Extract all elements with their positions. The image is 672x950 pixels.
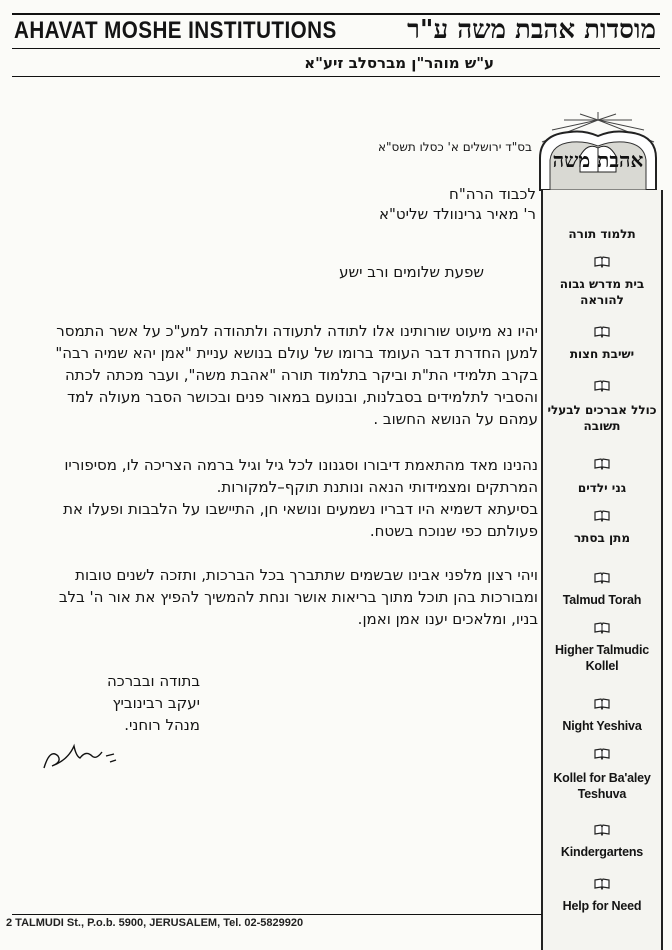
paragraph-line: למען החדרת דבר העומד ברומו של עולם בנושא עניית "אמן יהא שמיה רבה" [55, 344, 538, 362]
open-book-icon [594, 824, 610, 836]
paragraph-3 [59, 564, 538, 630]
open-book-icon [594, 622, 610, 634]
sidebar-program-item [543, 480, 661, 496]
paragraph-line: ויהי רצון מלפני אבינו שבשמים שתתברך בכל הברכות, ותזכה לשנים טובות [75, 566, 538, 584]
institution-subtitle: ע"ש מוהר"ן מברסלב זיע"א [304, 54, 494, 72]
open-book-icon [594, 256, 610, 268]
footer-address: 2 TALMUDI St., P.o.b. 5900, JERUSALEM, Tel. 02-5829920 [6, 917, 304, 929]
sidebar-program-item [543, 718, 661, 734]
closing-line: בתודה ובברכה [106, 672, 200, 690]
sidebar-program-item [543, 844, 661, 860]
logo-text: אהבת משה [552, 148, 644, 172]
paragraph-line: והסביר לתלמידים בסבלנות, ובנועם במאור פנים ובכושר הסבר מעולה למד [66, 388, 538, 406]
sidebar-program-label: ישיבת חצות [569, 347, 635, 361]
sidebar-program-item [543, 402, 661, 434]
sidebar-program-item [543, 346, 661, 362]
sidebar-program-label: גני ילדים [577, 481, 627, 495]
greeting: שפעת שלומים ורב ישע [339, 263, 484, 281]
sidebar-program-item [543, 226, 661, 242]
sidebar-program-item [543, 592, 661, 608]
open-book-icon [594, 698, 610, 710]
letter-dateline: בס"ד ירושלים א' כסלו תשס"א [377, 140, 532, 154]
paragraph-line: ומבורכות בהן תוכל מתוך בריאות אושר ונחת להמשיך להפיץ את אור ה' בלב [58, 588, 538, 606]
sidebar-program-label: Kindergartens [560, 845, 644, 859]
header-rule-bottom [12, 76, 660, 77]
sidebar-program-item [543, 898, 661, 914]
sidebar-program-item [543, 770, 661, 802]
signer-title: מנהל רוחני. [124, 716, 200, 734]
paragraph-line: עמהם על הנושא החשוב . [373, 410, 538, 428]
paragraph-line: המרתקים ומצמידותי הנאה ונותנת תוקף–למקורות. [216, 478, 538, 496]
sidebar-program-label: Help for Need [562, 899, 642, 913]
sidebar-program-label: Night Yeshiva [562, 719, 642, 733]
open-book-icon [594, 748, 610, 760]
paragraph-line: פעולתם כפי שנוכח בשטח. [369, 522, 538, 540]
sidebar-program-label: תלמוד תורה [568, 227, 636, 241]
sidebar-program-item [543, 642, 661, 674]
sidebar-program-label: מתן בסתר [573, 531, 631, 545]
paragraph-line: בקרב תלמידי הת"ת וביקר בתלמוד תורה "אהבת משה", ועבר מכתה לכתה [64, 366, 538, 384]
sidebar-program-item [543, 276, 661, 308]
handwritten-signature [40, 738, 120, 778]
open-book-icon [594, 510, 610, 522]
institution-logo [530, 112, 666, 196]
header-rule-mid [12, 48, 660, 49]
paragraph-line: בסיעתא דשמיא היו דבריו נשמעים ונושאי חן, התיישבו על הלבבות ופעלו את [63, 500, 538, 518]
sidebar-program-item [543, 530, 661, 546]
open-book-icon [594, 380, 610, 392]
open-book-icon [594, 326, 610, 338]
paragraph-line: בניו, ומלאכים יענו אמן ואמן. [357, 610, 538, 628]
paragraph-2 [63, 454, 538, 542]
paragraph-1 [55, 320, 538, 430]
sidebar-program-label: Talmud Torah [562, 593, 642, 607]
sidebar-program-label: כולל אברכים לבעלי תשובה [547, 403, 657, 433]
paragraph-line: יהיו נא מיעוט שורותינו אלו לתודה לתעודה ולתהודה למע"כ על אשר התמסר [56, 322, 538, 340]
footer-rule [12, 914, 542, 915]
signer-name: יעקב רבינוביץ [112, 694, 200, 712]
programs-sidebar [541, 190, 663, 950]
paragraph-line: נהנינו מאד מהתאמת דיבורו וסגנונו לכל גיל וגיל ברמה הצריכה לו, מסיפוריו [64, 456, 538, 474]
open-book-icon [594, 572, 610, 584]
open-book-icon [594, 878, 610, 890]
sidebar-program-label: Kollel for Ba'aley Teshuva [553, 771, 651, 801]
open-book-icon [594, 458, 610, 470]
addressee-line-1: לכבוד הרה"ח [449, 185, 536, 203]
institution-name-he: מוסדות אהבת משה ע"ר [407, 15, 656, 45]
addressee-line-2: ר' מאיר גרינוולד שליט"א [379, 205, 536, 223]
institution-name-en: AHAVAT MOSHE INSTITUTIONS [14, 17, 337, 44]
sidebar-program-label: Higher Talmudic Kollel [554, 643, 649, 673]
sidebar-program-label: בית מדרש גבוה להוראה [559, 277, 645, 307]
